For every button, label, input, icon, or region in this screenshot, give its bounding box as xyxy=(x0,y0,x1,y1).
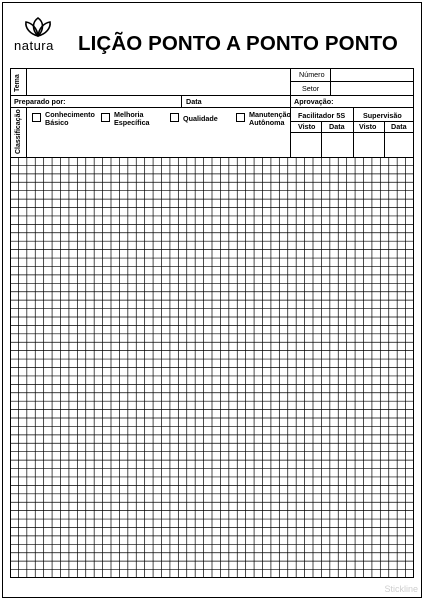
option-manutencao-line2: Autônoma xyxy=(249,118,285,127)
option-melhoria-line2: Específica xyxy=(114,118,150,127)
supervisao-data-label: Data xyxy=(391,122,407,131)
data-label: Data xyxy=(186,97,202,106)
preparado-label: Preparado por: xyxy=(14,97,66,106)
tema-label: Tema xyxy=(14,74,21,92)
supervisao-visto-label: Visto xyxy=(359,122,377,131)
page-title: LIÇÃO PONTO A PONTO PONTO xyxy=(78,32,398,55)
option-manutencao-line1: Manutenção xyxy=(249,110,291,119)
facilitador-visto-label: Visto xyxy=(298,122,316,131)
option-conhecimento-line1: Conhecimento xyxy=(45,110,95,119)
numero-label: Número xyxy=(299,70,325,79)
option-conhecimento-line2: Básico xyxy=(45,118,69,127)
supervisao-label: Supervisão xyxy=(363,111,402,120)
facilitador-data-label: Data xyxy=(329,122,345,131)
watermark: Stickline xyxy=(384,584,418,594)
option-melhoria-line1: Melhoria xyxy=(114,110,144,119)
setor-label: Setor xyxy=(302,84,320,93)
facilitador-label: Facilitador 5S xyxy=(298,111,346,120)
classificacao-label: Classificação xyxy=(15,109,22,154)
aprovacao-label: Aprovação: xyxy=(294,97,334,106)
brand-name: natura xyxy=(14,38,54,53)
option-qualidade-label: Qualidade xyxy=(183,114,218,123)
